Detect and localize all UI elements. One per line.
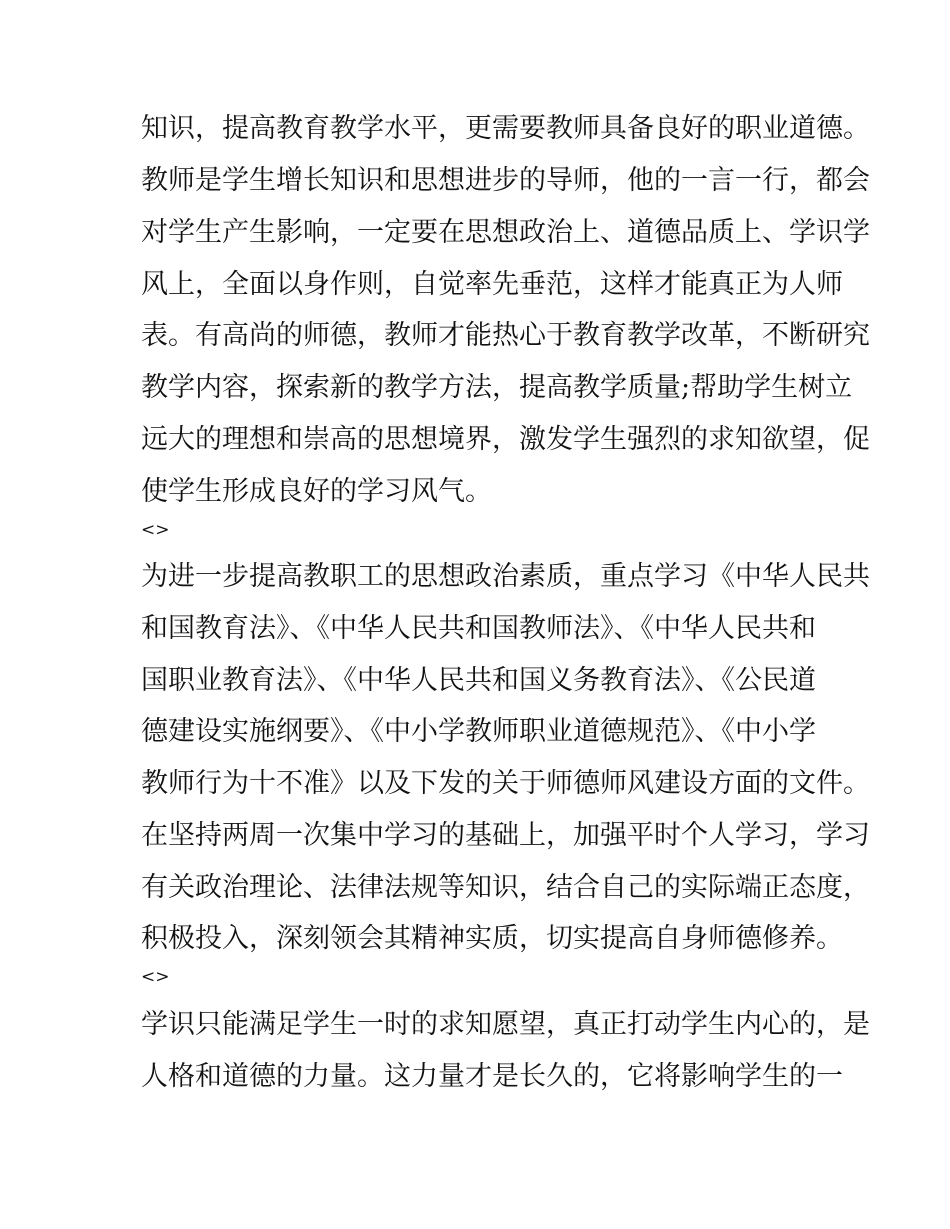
- paragraph-line: 表。有高尚的师德，教师才能热心于教育教学改革，不断研究: [141, 320, 870, 351]
- paragraph-line: 德建设实施纲要》、《中小学教师职业道德规范》、《中小学: [141, 716, 816, 747]
- paragraph-line: 远大的理想和崇高的思想境界，激发学生强烈的求知欲望，促: [141, 424, 870, 455]
- paragraph-line: 教师是学生增长知识和思想进步的导师，他的一言一行，都会: [141, 165, 870, 196]
- paragraph-line: 知识，提高教育教学水平，更需要教师具备良好的职业道德。: [141, 113, 870, 144]
- paragraph-line: 教学内容，探索新的教学方法，提高教学质量;帮助学生树立: [141, 372, 853, 403]
- paragraph-line: 为进一步提高教职工的思想政治素质，重点学习《中华人民共: [141, 561, 870, 592]
- section-separator: <>: [141, 520, 170, 540]
- paragraph-line: 国职业教育法》、《中华人民共和国义务教育法》、《公民道: [141, 665, 816, 696]
- paragraph-line: 风上，全面以身作则，自觉率先垂范，这样才能真正为人师: [141, 269, 843, 300]
- paragraph-line: 使学生形成良好的学习风气。: [141, 476, 492, 507]
- paragraph-line: 学识只能满足学生一时的求知愿望，真正打动学生内心的，是: [141, 1009, 870, 1040]
- paragraph-line: 有关政治理论、法律法规等知识，结合自己的实际端正态度，: [141, 872, 870, 903]
- paragraph-line: 人格和道德的力量。这力量才是长久的，它将影响学生的一: [141, 1061, 843, 1092]
- paragraph-line: 教师行为十不准》以及下发的关于师德师风建设方面的文件。: [141, 768, 870, 799]
- paragraph-line: 在坚持两周一次集中学习的基础上，加强平时个人学习，学习: [141, 820, 870, 851]
- section-separator: <>: [141, 967, 170, 987]
- paragraph-line: 积极投入，深刻领会其精神实质，切实提高自身师德修养。: [141, 923, 843, 954]
- paragraph-line: 对学生产生影响，一定要在思想政治上、道德品质上、学识学: [141, 217, 870, 248]
- paragraph-line: 和国教育法》、《中华人民共和国教师法》、《中华人民共和: [141, 613, 816, 644]
